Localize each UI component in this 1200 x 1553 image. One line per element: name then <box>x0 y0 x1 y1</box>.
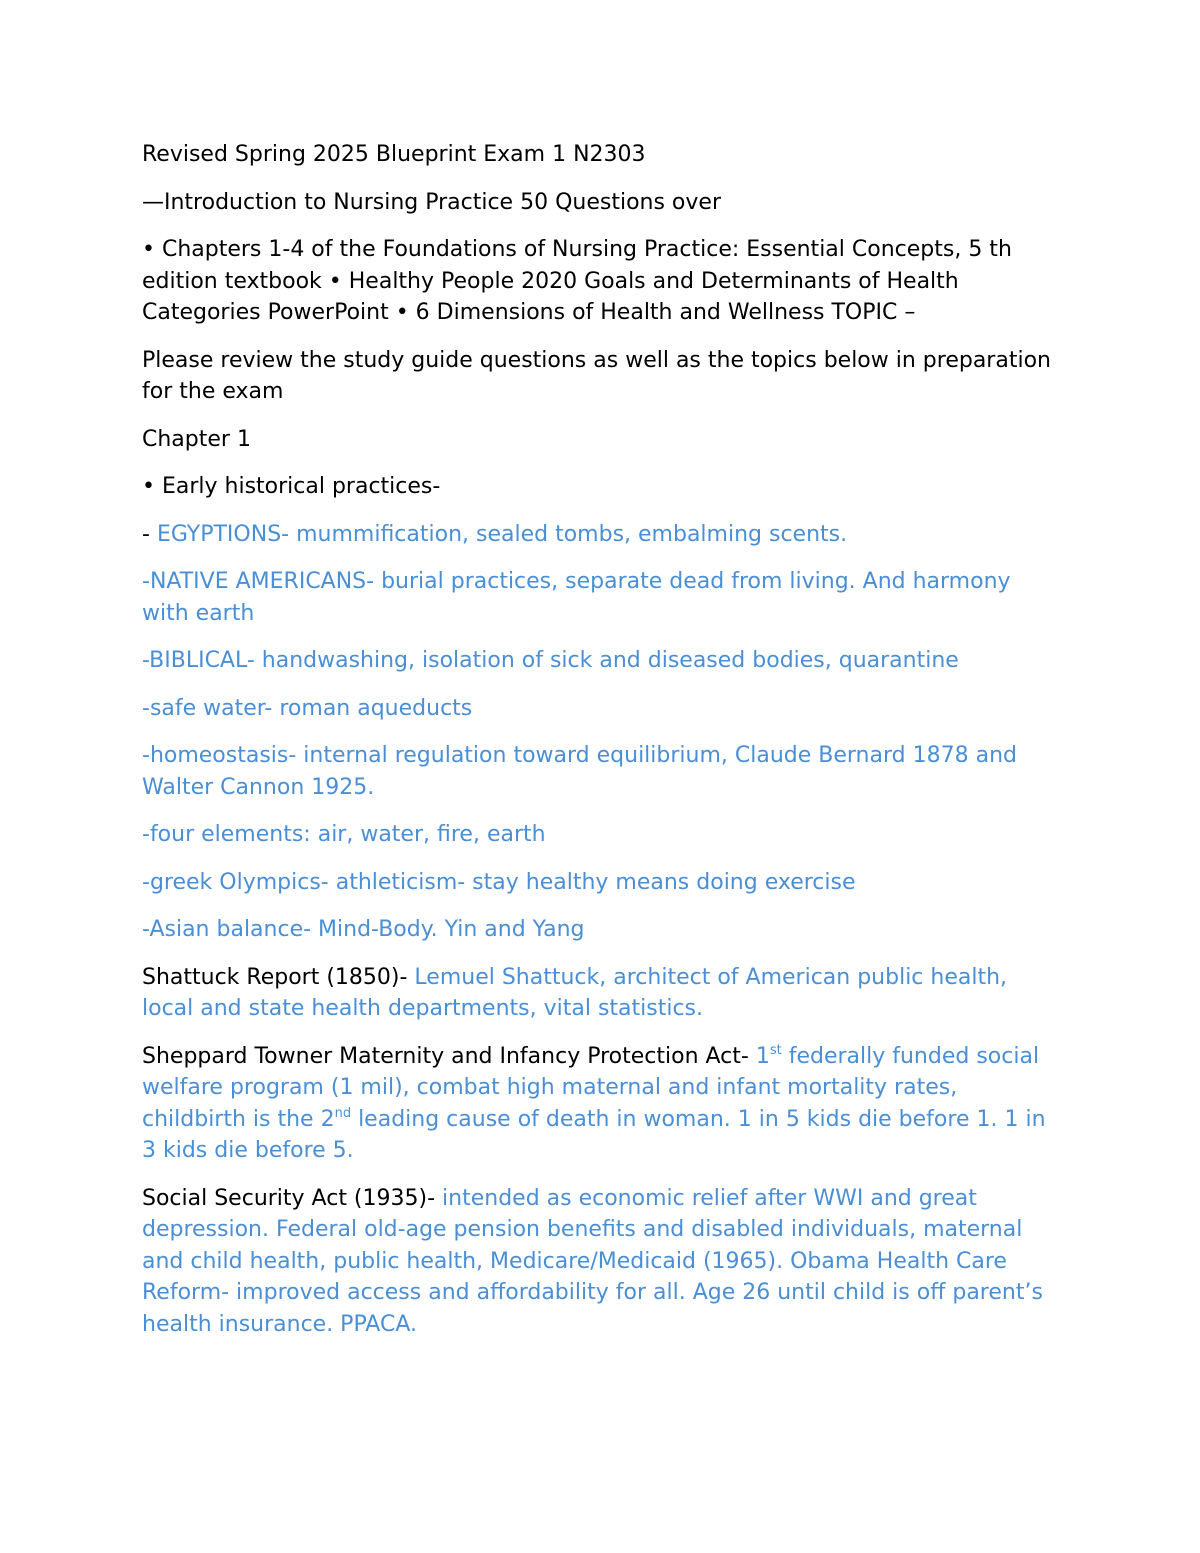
egyptians-text: EGYPTIONS- mummification, sealed tombs, embalming scents. <box>156 521 848 547</box>
review-instructions: Please review the study guide questions as well as the topics below in preparation for the exam <box>142 347 1051 404</box>
native-americans-item: -NATIVE AMERICANS- burial practices, separate dead from living. And harmony with earth <box>142 569 1011 626</box>
exam-scope: • Chapters 1-4 of the Foundations of Nursing Practice: Essential Concepts, 5 th edition textbook • Healthy People 2020 Goals and Determinants of Health Categories PowerPoint • 6 Dimensions of Health and Wellness TOPIC – <box>142 237 1012 325</box>
course-subtitle: —Introduction to Nursing Practice 50 Questions over <box>142 189 721 215</box>
sheppard-text-part-2: federally funded social welfare program (1 mil), combat high maternal and infant mortality rates, childbirth is the 2 <box>142 1043 1040 1132</box>
early-practices-bullet: • Early historical practices- <box>142 474 441 499</box>
safe-water-item: -safe water- roman aqueducts <box>142 695 473 721</box>
asian-balance-item: -Asian balance- Mind-Body. Yin and Yang <box>142 917 585 942</box>
greek-olympics-item: -greek Olympics- athleticism- stay healthy means doing exercise <box>142 869 856 895</box>
egyptians-dash: - <box>142 521 157 547</box>
egyptians-item <box>142 519 1062 551</box>
shattuck-report-label: Shattuck Report (1850)- <box>142 964 415 990</box>
social-security-label: Social Security Act (1935)- <box>142 1185 443 1211</box>
ordinal-superscript-nd: nd <box>334 1105 352 1121</box>
sheppard-towner-paragraph <box>142 1041 1062 1167</box>
four-elements-item: -four elements: air, water, fire, earth <box>142 822 546 847</box>
sheppard-text-part-3: leading cause of death in woman. 1 in 5 kids die before 1. 1 in 3 kids die before 5. <box>142 1106 1046 1163</box>
social-security-paragraph <box>142 1183 1062 1341</box>
sheppard-text-part-1: 1 <box>755 1043 770 1069</box>
shattuck-report-text: Lemuel Shattuck, architect of American public health, local and state health departments, vital statistics. <box>142 964 1008 1021</box>
document-title: Revised Spring 2025 Blueprint Exam 1 N2303 <box>142 142 646 167</box>
document-body <box>142 139 1062 1356</box>
homeostasis-item: -homeostasis- internal regulation toward equilibrium, Claude Bernard 1878 and Walter Cannon 1925. <box>142 743 1017 800</box>
ordinal-superscript-st: st <box>769 1042 782 1058</box>
chapter-heading: Chapter 1 <box>142 426 251 452</box>
shattuck-report-paragraph <box>142 962 1062 1025</box>
sheppard-towner-label: Sheppard Towner Maternity and Infancy Protection Act- <box>142 1043 756 1069</box>
social-security-text: intended as economic relief after WWI and great depression. Federal old-age pension benefits and disabled individuals, maternal and child health, public health, Medicare/Medicaid (1965). Obama Health Care Reform- improved access and affordability for all. Age 26 until child is off parent’s health insurance. PPACA. <box>142 1185 1043 1337</box>
biblical-item: -BIBLICAL- handwashing, isolation of sick and diseased bodies, quarantine <box>142 648 959 673</box>
